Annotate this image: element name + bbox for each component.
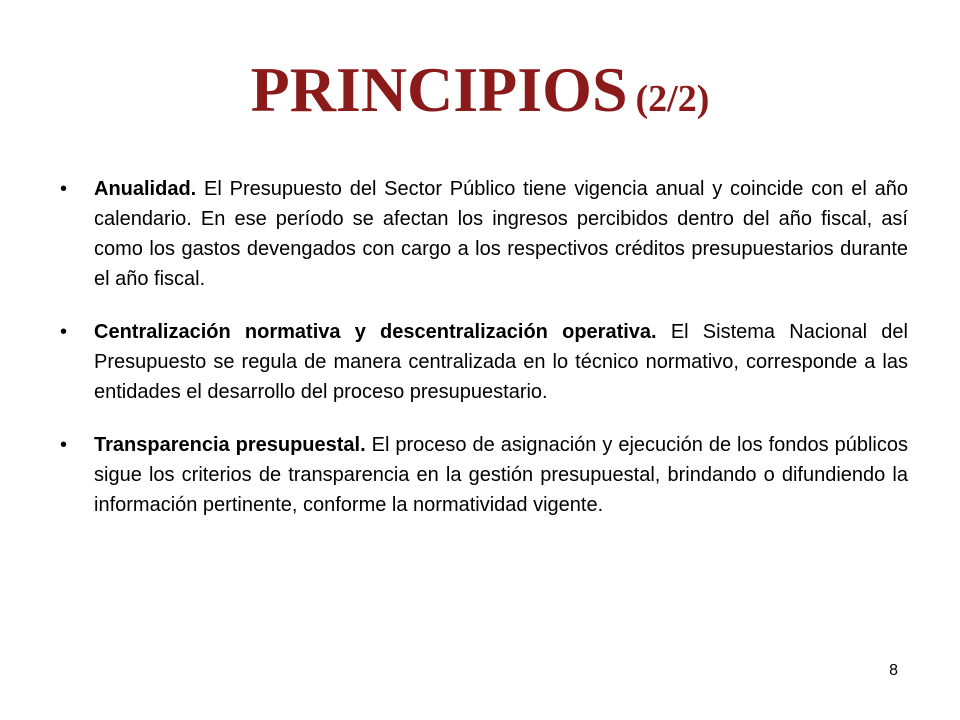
principle-text: El proceso de asignación y ejecución de los fondos públicos sigue los criterios de transparencia en la gestión presupuestal, brindando o difundiendo la información pertinente, conforme la normatividad vigente. [94, 434, 908, 516]
principle-centralizacion [60, 317, 908, 407]
principle-transparencia [60, 430, 908, 520]
principle-text: El Presupuesto del Sector Público tiene vigencia anual y coincide con el año calendario. En ese período se afectan los ingresos percibidos dentro del año fiscal, así como los gastos devengados con cargo a los respectivos créditos presupuestarios durante el año fiscal. [94, 178, 908, 290]
bullet-icon: • [60, 178, 68, 200]
slide-title [0, 54, 960, 125]
principles-list [60, 174, 908, 543]
principle-text: El Sistema Nacional del Presupuesto se regula de manera centralizada en lo técnico normativo, corresponde a las entidades el desarrollo del proceso presupuestario. [94, 321, 908, 403]
page-number: 8 [889, 662, 898, 679]
slide-title-suffix: (2/2) [635, 78, 710, 120]
principle-term: Anualidad. [94, 178, 197, 200]
bullet-icon: • [60, 321, 68, 343]
principle-anualidad [60, 174, 908, 294]
principle-term: Transparencia presupuestal. [94, 434, 366, 456]
bullet-icon: • [60, 434, 68, 456]
slide-title-main: PRINCIPIOS [250, 54, 628, 125]
principle-term: Centralización normativa y descentralización operativa. [94, 321, 657, 343]
